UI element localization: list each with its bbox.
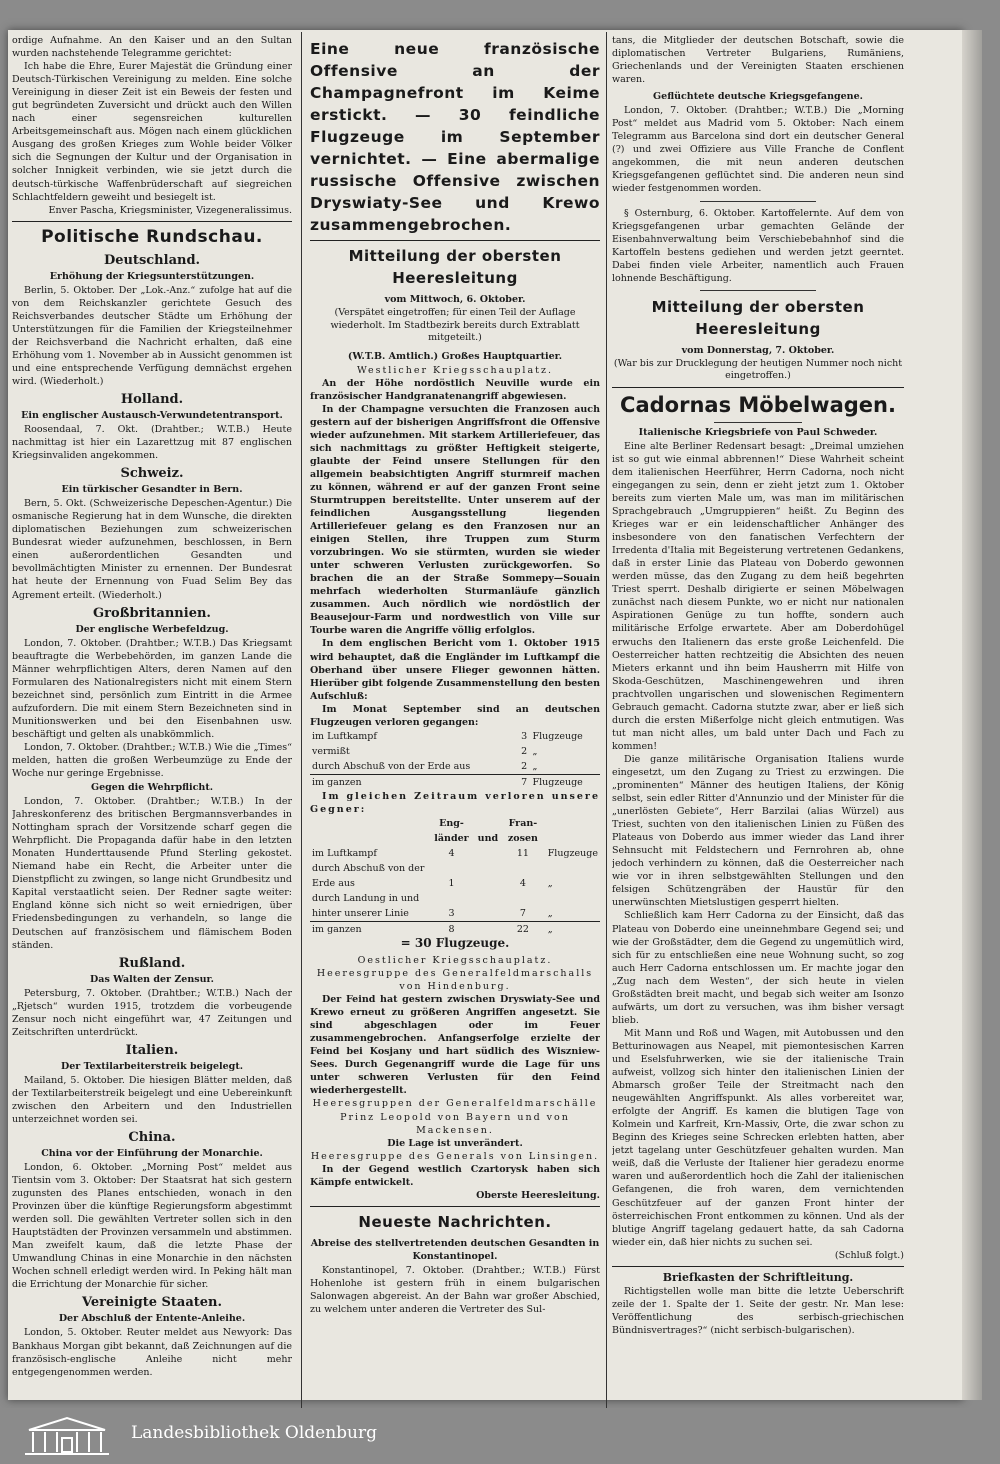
row-unit: „ xyxy=(547,877,553,889)
section-title: Politische Rundschau. xyxy=(41,226,263,247)
row-value: 8 xyxy=(448,923,455,935)
article-heading: Geflüchtete deutsche Kriegsgefangene. xyxy=(653,91,863,103)
column-header: Fran-zosen xyxy=(507,817,538,844)
article-heading: Ein englischer Austausch-Verwundetentransport. xyxy=(21,410,283,422)
article-text: London, 6. Oktober. „Morning Post“ meldet aus Tientsin vom 3. Oktober: Der Staatsrat hat sich gestern zugunsten des Planes entschieden, wonach in den Provinzen über die künftige Regierungsform abgestimmt werden soll. Die gewählten Vertreter sollen sich in den Hauptstädten der Provinzen versammeln und abstimmen. Man zweifelt kaum, daß die letzte Phase der Umwandlung Chinas in eine Monarchie in den nächsten Wochen schnell erledigt werden wird. In Peking hält man die Errichtung der Monarchie für sicher. xyxy=(12,1162,292,1291)
divider xyxy=(12,221,292,222)
main-headline: Eine neue französische Offensive an der Champagnefront im Keime erstickt. — 30 feindliche Flugzeuge im September vernichtet. — Eine abermalige russische Offensive zwischen Dryswiaty-See und Krewo zusammengebrochen. xyxy=(310,40,600,234)
feature-text: Schließlich kam Herr Cadorna zu der Einsicht, daß das Plateau von Doberdo eine uneinnehmbare Gegend sei; und wie der Großstädter, dem die Gegend zu ungemütlich wird, sich für zu entschließen eine neue Wohnung sucht, so zog auch Herr Cadorna entschlossen um. Er machte jogar den „Zug nach dem Westen“, der sich heute in vielen Großstädten breit macht, und begab sich weiter am Isonzo aufwärts, um dort zu versuchen, was ihm bisher versagt blieb. xyxy=(612,910,904,1026)
table-row xyxy=(310,759,600,775)
library-name: Landesbibliothek Oldenburg xyxy=(131,1423,378,1443)
row-value: 22 xyxy=(516,923,529,935)
row-label: im ganzen xyxy=(312,776,362,788)
article-heading: Das Walten der Zensur. xyxy=(90,973,214,985)
feature-subtitle: Italienische Kriegsbriefe von Paul Schweder. xyxy=(638,426,878,438)
report-text: Der Feind hat gestern zwischen Dryswiaty-See und Krewo erneut zu größeren Angriffen angesetzt. Sie sind abgeschlagen oder im Feuer zusammengebrochen. Anfangserfolge erzielte der Feind bei Kosjany und hart südlich des Wiszniew-Sees. Durch Gegenangriff wurde die Lage für uns unter schweren Verlusten für den Feind wiederhergestellt. xyxy=(310,994,600,1097)
total-row xyxy=(310,774,600,790)
article-text: § Osternburg, 6. Oktober. Kartoffelernte. Auf dem von Kriegsgefangenen urbar gemachten Gelände der Eisenbahnverwaltung beim Verschiebebahnhof sind die Kartoffeln bestens gediehen und werden jetzt geerntet. Dabei finden viele Arbeiter, namentlich auch Frauen lohnende Beschäftigung. xyxy=(612,207,904,284)
divider xyxy=(612,1266,904,1267)
library-building-icon xyxy=(19,1414,115,1458)
article-text: Roosendaal, 7. Okt. (Drahtber.; W.T.B.) Heute nachmittag ist hier ein Lazarettzug mit 87 englischen Kriegsinvaliden angekommen. xyxy=(12,424,292,462)
divider xyxy=(612,387,904,388)
signature: Enver Pascha, Kriegsminister, Vizegeneralissimus. xyxy=(48,204,292,216)
section-title: Neueste Nachrichten. xyxy=(358,1212,552,1231)
divider xyxy=(700,290,817,291)
article-text: London, 7. Oktober. (Drahtber.; W.T.B.) Das Kriegsamt beauftragte die Werbebehörden, im ganzen Lande die Männer wehrpflichtigen Alters, deren Namen auf den Formularen des Nationalregisters nicht mit einem Stern bezeichnet sind, persönlich zum Eintritt in die Armee aufzufordern. Die mit einem Stern Bezeichneten sind in Munitionswerken und bei den Eisenbahnen usw. beschäftigt und gelten als unabkömmlich. xyxy=(12,637,292,740)
article-text: Berlin, 5. Oktober. Der „Lok.-Anz.“ zufolge hat auf die von dem Reichskanzler gerichtete Gesuch des Reichsverbandes deutscher Städte um Erhöhung der Unterstützungen für die Familien der Kriegsteilnehmer der Reichsverband die Nachricht erhalten, daß eine Erhöhung vom 1. November ab in Aussicht genommen ist und eine entsprechende Verfügung demnächst ergehen wird. (Wiederholt.) xyxy=(12,284,292,387)
paragraph: Ich habe die Ehre, Eurer Majestät die Gründung einer Deutsch-Türkischen Vereinigung zu melden. Eine solche Vereinigung in dieser Zeit ist ein Beweis der festen und gut begründeten Zuversicht und drückt auch den Willen nach einer segensreichen kulturellen Arbeitsgemeinschaft aus. Mögen nach einem glücklichen Ausgang des großen Krieges zum Wohle beider Völker sich die Segnungen der Kultur und der Organisation in solcher Innigkeit verbinden, wie sie jetzt durch die deutsch-türkische Waffenbrüderschaft auf siegreichen Schlachtfeldern geweiht und besiegelt ist. xyxy=(12,61,292,203)
signature: Oberste Heeresleitung. xyxy=(476,1189,600,1201)
article-heading: Der Textilarbeiterstreik beigelegt. xyxy=(60,1060,244,1072)
article-text: tans, die Mitglieder der deutschen Botschaft, sowie die diplomatischen Vertreter Bulgariens, Rumäniens, Griechenlands und der Vereinigten Staaten erschienen waren. xyxy=(612,35,904,86)
row-unit: „ xyxy=(547,907,553,919)
row-value: 3 xyxy=(521,730,528,742)
delay-note: (Verspätet eingetroffen; für einen Teil der Auflage wiederholt. Im Stadtbezirk bereits durch Extrablatt mitgeteilt.) xyxy=(330,307,580,343)
row-label: im ganzen xyxy=(312,923,362,935)
row-label: im Luftkampf xyxy=(312,847,377,859)
column-rule xyxy=(301,32,302,1419)
row-value: 7 xyxy=(519,907,526,919)
report-text: In dem englischen Bericht vom 1. Oktober 1915 wird behauptet, daß die Engländer im Luftkampf die Oberhand über unsere Flieger gewonnen hätten. Hierüber gibt folgende Zusammenstellung den besten Aufschluß: xyxy=(310,638,600,702)
row-unit: „ xyxy=(547,923,553,935)
report-text: Im Monat September sind an deutschen Flugzeugen verloren gegangen: xyxy=(310,703,600,728)
section-title: Briefkasten der Schriftleitung. xyxy=(662,1270,854,1284)
divider xyxy=(714,422,802,423)
article-heading: Ein türkischer Gesandter in Bern. xyxy=(61,484,243,496)
library-footer xyxy=(0,1408,1000,1464)
army-group: Heeresgruppe des Generalfeldmarschalls von Hindenburg. xyxy=(316,968,594,993)
row-value: 7 xyxy=(521,776,528,788)
row-value: 2 xyxy=(521,745,528,757)
article-heading: China vor der Einführung der Monarchie. xyxy=(41,1148,263,1159)
continued-note: (Schluß folgt.) xyxy=(834,1249,904,1261)
row-unit: „ xyxy=(532,760,538,772)
report-text: An der Höhe nordöstlich Neuville wurde ein französischer Handgranatenangriff abgewiesen. xyxy=(310,377,600,402)
row-value: 11 xyxy=(516,847,529,859)
divider xyxy=(310,240,600,241)
table-row xyxy=(310,729,600,744)
article-heading: Gegen die Wehrpflicht. xyxy=(90,782,214,794)
divider xyxy=(310,1206,600,1207)
article-text: Mailand, 5. Oktober. Die hiesigen Blätter melden, daß der Textilarbeiterstreik beigelegt und eine Uebereinkunft zwischen den Arbeitern und den Industriellen unterzeichnet worden sei. xyxy=(12,1074,292,1125)
article-text: Bern, 5. Okt. (Schweizerische Depeschen-Agentur.) Die osmanische Regierung hat in dem Wunsche, die direkten diplomatischen Beziehungen zum schweizerischen Bundesrat wieder aufzunehmen, beschlossen, in Bern einen außerordentlichen Gesandten und bevollmächtigten Minister zu ernennen. Der Bundesrat hat heute der Ernennung von Fuad Selim Bey das Agrement erteilt. (Wiederholt.) xyxy=(12,498,292,601)
feature-title: Cadornas Möbelwagen. xyxy=(620,392,896,417)
row-unit: Flugzeuge xyxy=(547,847,598,859)
report-date: vom Mittwoch, 6. Oktober. xyxy=(384,294,526,305)
country-heading: Schweiz. xyxy=(120,466,184,482)
article-heading: Der Abschluß der Entente-Anleihe. xyxy=(58,1313,246,1325)
row-label: vermißt xyxy=(312,745,350,757)
article-heading: Erhöhung der Kriegsunterstützungen. xyxy=(49,270,255,282)
row-value: 1 xyxy=(448,877,455,889)
report-text: Die Lage ist unverändert. xyxy=(387,1137,523,1149)
article-text: London, 7. Oktober. (Drahtber.; W.T.B.) In der Jahreskonferenz des britischen Bergmannsverbandes in Nottingham sprach der Vorsitzende scharf gegen die Wehrpflicht. Die Propaganda dafür habe in den letzten Monaten Hunderttausende Pfund Sterling gekostet. Niemand habe ein Recht, die Arbeiter unter die Dienstpflicht zu zwingen, so lange nicht Grundbesitz und Kapital verstaatlicht seien. Der Redner sagte weiter: England könne sich nicht so weit erniedrigen, über Friedensbedingungen zu verhandeln, so lange die Deutschen auf französischem und flämischem Boden ständen. xyxy=(12,796,292,951)
row-label: durch Abschuß von der Erde aus xyxy=(312,760,471,772)
report-note: (War bis zur Drucklegung der heutigen Nummer noch nicht eingetroffen.) xyxy=(613,357,903,382)
row-value: 3 xyxy=(448,907,455,919)
table-row xyxy=(310,846,600,861)
report-text: In der Gegend westlich Czartorysk haben sich Kämpfe entwickelt. xyxy=(310,1163,600,1188)
row-unit: Flugzeuge xyxy=(532,730,583,742)
front-heading: Westlicher Kriegsschauplatz. xyxy=(357,364,553,376)
article-text: London, 7. Oktober. (Drahtber.; W.T.B.) Die „Morning Post“ meldet aus Madrid vom 5. Oktober: Nach einem Telegramm aus Barcelona sind dort ein deutscher General (?) und zwei Offiziere aus Ville Franche de Conflent angekommen, die mit neun anderen deutschen Kriegsgefangenen geflüchtet sind. Die anderen neun sind wieder festgenommen worden. xyxy=(612,105,904,195)
article-heading: Abreise des stellvertretenden deutschen Gesandten in Konstantinopel. xyxy=(310,1237,600,1262)
country-heading: Italien. xyxy=(125,1042,179,1058)
row-unit: „ xyxy=(532,745,538,757)
country-heading: Großbritannien. xyxy=(93,605,211,621)
feature-text: Die ganze militärische Organisation Italiens wurde eingesetzt, um den Zugang zu Triest zu erzwingen. Die „prominenten“ Männer des heutigen Italiens, der König selbst, sein edler Ritter d'Annunzio und der Minister für die „unerlösten Gebiete“, Herr Barzilai (alias Würzel) aus Triest, suchten von den italienischen Linien zu Füßen des Plateaus von Doberdo aus immer wieder das Land ihrer Sehnsucht mit Feldstechern und Fernrohren ab, ohne jedoch verhindern zu können, daß die Oesterreicher nach wie vor in ihren selbstgewählten Stellungen und den felsigen Schützengräben der Haustür für den unerwünschten Mietslustigen gesperrt hielten. xyxy=(612,753,904,909)
army-group: Heeresgruppe des Generals von Linsingen. xyxy=(310,1150,600,1162)
country-heading: Vereinigte Staaten. xyxy=(82,1295,222,1311)
feature-text: Mit Mann und Roß und Wagen, mit Autobussen und den Betturinowagen aus Neapel, mit piemontesischen Karren und Eselsfuhrwerken, wie sie der italienische Train aufweist, vollzog sich hinter den italienischen Linien der Abmarsch großer Teile der Streitmacht nach den neugewählten Angriffspunkt. Als alles vorbereitet war, erfolgte der Angriff. Es kamen die blutigen Tage von Kolmein und Karfreit, Krn-Massiv, Orte, die zwar schon zu Beginn des Krieges seine Schrecken erlebten hatten, aber jetzt tagelang unter Geschützfeuer gehalten wurden. Man weiß, daß die Verluste der Italiener hier geradezu enorme waren und außerordentlich hoch die Zahl der italienischen Gefangenen, die froh waren, dem vernichtenden Geschützfeuer auf der ganzen Front hinter der österreichischen Front entkommen zu können. Und als der blutige Angriff tagelang gedauert hatte, da sah Cadorna wieder ein, daß hier nichts zu suchen sei. xyxy=(612,1027,904,1248)
row-value: 4 xyxy=(448,847,455,859)
column-rule xyxy=(606,32,607,1419)
enemy-losses-table xyxy=(310,816,600,937)
row-value: 2 xyxy=(521,760,528,772)
table-row xyxy=(310,891,600,922)
report-title: Mitteilung der obersten Heeresleitung xyxy=(348,247,562,287)
row-unit: Flugzeuge xyxy=(532,776,583,788)
table-row xyxy=(310,744,600,759)
front-heading: Oestlicher Kriegsschauplatz. xyxy=(357,954,553,966)
article-text: London, 5. Oktober. Reuter meldet aus Newyork: Das Bankhaus Morgan gibt bekannt, daß Zeichnungen auf die französisch-englische Anleihe nicht mehr entgegengenommen werden. xyxy=(12,1327,292,1378)
article-text: London, 7. Oktober. (Drahtber.; W.T.B.) Wie die „Times“ melden, hatten die großen Werbeumzüge zu Ende der Woche nur geringe Ergebnisse. xyxy=(12,741,292,780)
report-date: vom Donnerstag, 7. Oktober. xyxy=(681,344,835,356)
article-text: Konstantinopel, 7. Oktober. (Drahtber.; W.T.B.) Fürst Hohenlohe ist gestern früh in einem bulgarischen Salonwagen abgereist. An der Bahn war großer Abschied, zu welchem unter anderen die Vertreter des Sul- xyxy=(310,1264,600,1315)
article-text: Richtigstellen wolle man bitte die letzte Ueberschrift zeile der 1. Spalte der 1. Seite der gestr. Nr. Man lese: Veröffentlichung des serbisch-griechischen Bündnisvertrages?“ (nicht serbisch-bulgarischen). xyxy=(612,1285,904,1336)
report-text: In der Champagne versuchten die Franzosen auch gestern auf der bisherigen Angriffsfront die Offensive wieder aufzunehmen. Mit starkem Artilleriefeuer, das sich nachmittags zu größter Heftigkeit steigerte, glaubte der Feind unsere Stellungen für den allgemein beabsichtigten Angriff sturmreif machen zu können, während er auf der ganzen Front seine Sturmtruppen bereitstellte. Unter unserem auf der feindlichen Ausgangsstellung liegenden Artilleriefeuer gelang es den Franzosen nur an einigen Stellen, ihre Truppen zum Sturm vorzubringen. Wo sie stürmten, wurden sie wieder unter schweren Verlusten zurückgeworfen. So brachen die an der Straße Sommepy—Souain mehrfach wiederholten Sturmanläufe gänzlich zusammen. Auch nördlich wie nordöstlich der Beausejour-Farm und nordwestlich von Ville sur Tourbe waren die Angriffe völlig erfolglos. xyxy=(310,403,600,637)
enemy-intro: Im gleichen Zeitraum verloren unsere Gegner: xyxy=(310,790,600,815)
row-label: im Luftkampf xyxy=(312,730,377,742)
table-row xyxy=(310,861,600,891)
divider xyxy=(700,201,817,202)
german-losses-table xyxy=(310,729,600,790)
country-heading: Holland. xyxy=(120,392,184,408)
page-edge xyxy=(962,30,982,1400)
report-title: Mitteilung der obersten Heeresleitung xyxy=(651,297,865,338)
army-group: Heeresgruppen der Generalfeldmarschälle Prinz Leopold von Bayern und von Mackensen. xyxy=(312,1098,598,1136)
paragraph: ordige Aufnahme. An den Kaiser und an den Sultan wurden nachstehende Telegramme gerichtet: xyxy=(12,35,292,60)
column-header: und xyxy=(477,832,499,844)
column-2 xyxy=(310,34,600,1316)
row-label: durch Landung in und hinter unserer Linie xyxy=(312,892,420,919)
country-heading: Deutschland. xyxy=(103,252,201,268)
country-heading: Rußland. xyxy=(118,955,186,971)
header-row xyxy=(310,816,600,846)
enemy-sum: = 30 Flugzeuge. xyxy=(400,935,510,950)
row-value: 4 xyxy=(519,877,526,889)
feature-text: Eine alte Berliner Redensart besagt: „Dreimal umziehen ist so gut wie einmal abbrennen!“ Diese Wahrheit scheint dem italienischen Heerführer, Herrn Cadorna, noch nicht eingegangen zu sein, denn er zieht jetzt zum 1. Oktober bereits zum vierten Male um, was man im militärischen Sprachgebrauch „Umgruppieren“ heißt. Zu Beginn des Krieges war er ein leidenschaftlicher Anhänger des insbesondere von den fanatischen Verfechtern der Irredenta d'Italia mit Begeisterung vertretenen Gedankens, daß in erster Linie das Plateau von Doberdo gewonnen werden müsse, das den Zugang zu dem heiß begehrten Triest sperrt. Deshalb dirigierte er seinen Möbelwagen zunächst nach diesem Punkte, wo er nicht nur nationalen Aspirationen Genüge zu tun hoffte, sondern auch militärische Erfolge erwartete. Aber am Doberdohügel erwuchs den Italienern das erste große Leichenfeld. Die Oesterreicher hatten rechtzeitig die Absichten des neuen Mieters erkannt und ihn beim Hausherrn mit Hilfe von Skoda-Geschützen, Maschinengewehren und ihren prachtvollen ungarischen und slowenischen Regimentern Gebrauch gemacht. Cadorna stutzte zwar, aber er ließ sich durch die ersten Mißerfolge nicht gleich entmutigen. Was tut man nicht alles, um bald unter Dach und Fach zu kommen! xyxy=(612,440,904,752)
article-heading: Der englische Werbefeldzug. xyxy=(75,623,229,635)
column-3 xyxy=(612,34,904,1337)
article-text: Petersburg, 7. Oktober. (Drahtber.; W.T.B.) Nach der „Rjetsch“ wurden 1915, trotzdem die vorbeugende Zensur noch nicht eingeführt war, 47 Zeitungen und Zeitschriften unterdrückt. xyxy=(12,987,292,1038)
column-1 xyxy=(12,34,292,1379)
row-label: durch Abschuß von der Erde aus xyxy=(312,862,425,889)
column-header: Eng-länder xyxy=(434,817,469,844)
country-heading: China. xyxy=(128,1130,176,1145)
total-row xyxy=(310,921,600,937)
wtb-line: (W.T.B. Amtlich.) Großes Hauptquartier. xyxy=(347,350,563,362)
